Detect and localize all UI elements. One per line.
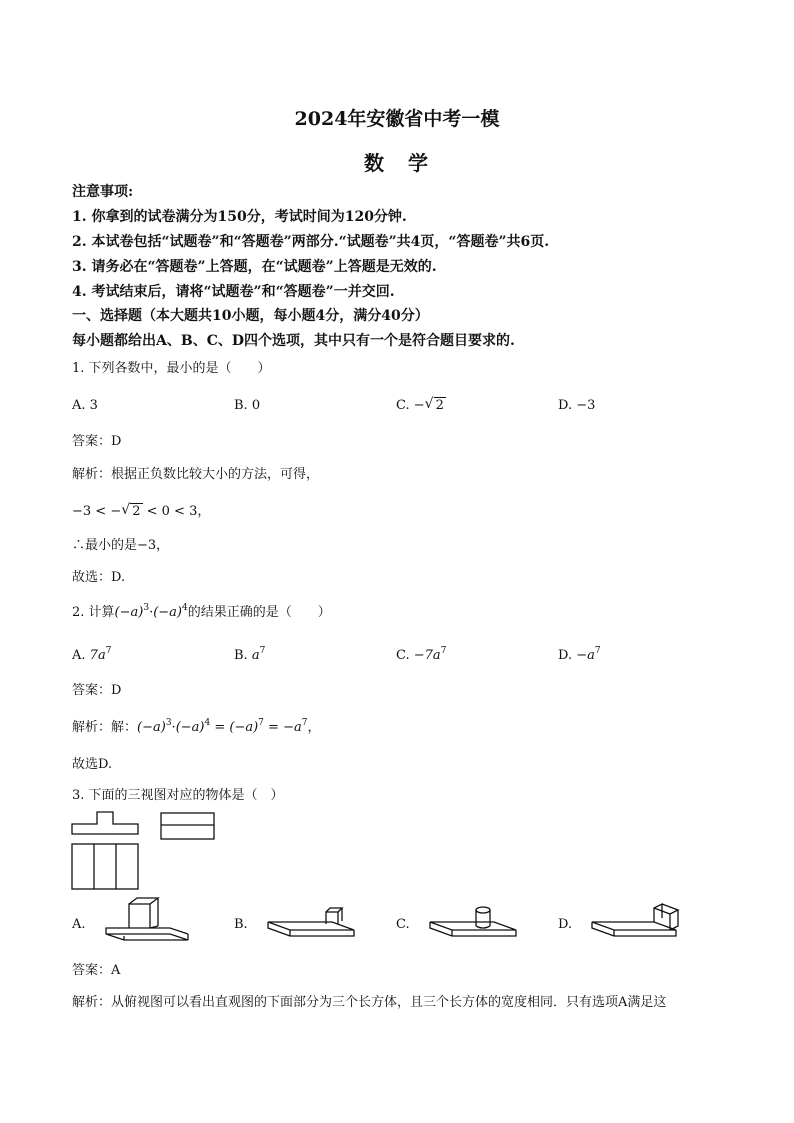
q1-option-a: A. 3 bbox=[72, 398, 98, 413]
subject-title: 数 学 bbox=[364, 151, 430, 175]
q2-option-d: D. $-a^7$ bbox=[558, 646, 601, 663]
q1-final: 故选：D. bbox=[72, 570, 126, 585]
q3-option-d-figure bbox=[590, 900, 682, 940]
sqrt-radicand: √ 2 bbox=[424, 396, 444, 413]
q1-conclusion: ∴最小的是−3， bbox=[72, 538, 170, 553]
q3-option-d-label: D. bbox=[558, 917, 573, 932]
q1-option-d: D. −3 bbox=[558, 398, 596, 413]
q3-option-c-label: C. bbox=[396, 917, 410, 932]
q1-option-c: C. − √ 2 bbox=[396, 396, 444, 413]
q3-stem: 3. 下面的三视图对应的物体是（ ） bbox=[72, 788, 284, 803]
sqrt-sign-icon: √ bbox=[121, 502, 131, 518]
q1-answer: 答案：D bbox=[72, 434, 122, 449]
section-instruction: 每小题都给出A、B、C、D四个选项，其中只有一个是符合题目要求的. bbox=[72, 333, 515, 349]
q3-option-b-label: B. bbox=[234, 917, 248, 932]
q1-stem: 1. 下列各数中，最小的是（ ） bbox=[72, 361, 271, 376]
notice-heading: 注意事项: bbox=[72, 184, 134, 200]
q3-option-b-figure bbox=[266, 902, 358, 938]
sqrt-sign-icon: √ bbox=[424, 396, 434, 412]
top-view-figure bbox=[70, 843, 145, 891]
notice-item-2: 2. 本试卷包括“试题卷”和“答题卷”两部分.“试题卷”共4页，“答题卷”共6页. bbox=[72, 234, 550, 250]
notice-item-4: 4. 考试结束后，请将“试题卷”和“答题卷”一并交回. bbox=[72, 284, 395, 300]
q2-option-a: A. $7a^7$ bbox=[72, 646, 112, 663]
q3-answer: 答案：A bbox=[72, 963, 121, 978]
q1-inequality: −3 < − √ 2 < 0 < 3， bbox=[72, 502, 211, 519]
q1-option-b: B. 0 bbox=[234, 398, 261, 413]
notice-item-3: 3. 请务必在“答题卷”上答题，在“试题卷”上答题是无效的. bbox=[72, 259, 437, 275]
section-title: 一、选择题（本大题共10小题，每小题4分，满分40分） bbox=[72, 308, 429, 324]
q1-analysis: 解析：根据正负数比较大小的方法，可得， bbox=[72, 467, 320, 482]
side-view-figure bbox=[160, 812, 216, 842]
q3-analysis: 解析：从俯视图可以看出直观图的下面部分为三个长方体，且三个长方体的宽度相同．只有选项A满足这 bbox=[72, 995, 667, 1010]
q2-stem: 2. 计算$(-a)^3\cdot(-a)^4$的结果正确的是（ ） bbox=[72, 603, 331, 620]
q2-option-b: B. $a^7$ bbox=[234, 646, 266, 663]
q2-final: 故选D. bbox=[72, 757, 113, 772]
q2-option-c: C. $-7a^7$ bbox=[396, 646, 447, 663]
q3-option-a-figure bbox=[104, 896, 194, 944]
q3-option-c-figure bbox=[428, 902, 520, 938]
notice-item-1: 1. 你拿到的试卷满分为150分，考试时间为120分钟. bbox=[72, 209, 407, 225]
q3-option-a-label: A. bbox=[72, 917, 86, 932]
exam-title: 2024年安徽省中考一模 bbox=[294, 108, 500, 130]
q2-answer: 答案：D bbox=[72, 683, 122, 698]
q2-analysis: 解析：解：$(-a)^3\cdot(-a)^4 = (-a)^7 = -a^7$， bbox=[72, 718, 321, 735]
